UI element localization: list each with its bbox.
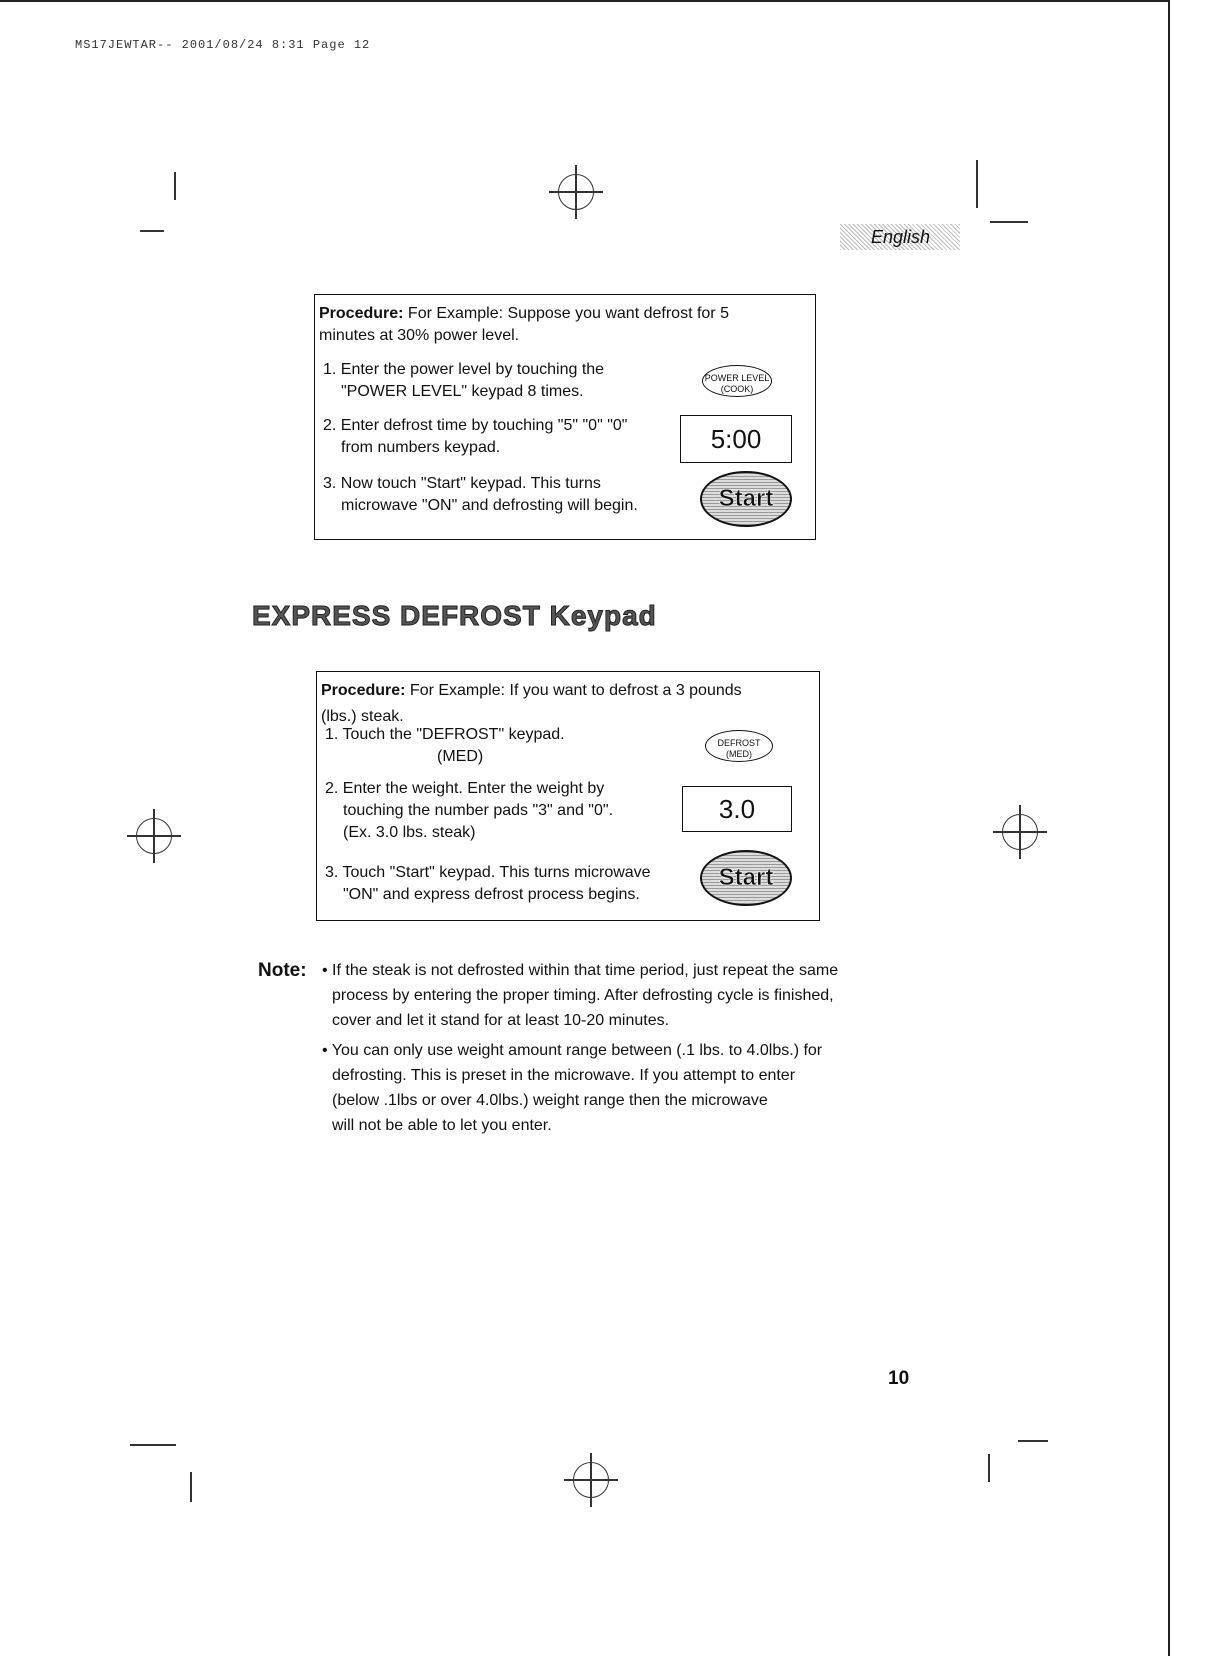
step-2: [325, 778, 613, 844]
key-sublabel: (COOK): [720, 384, 754, 394]
step-text: (MED): [437, 748, 484, 765]
right-border: [1168, 0, 1170, 1656]
registration-mark-icon: [573, 1462, 609, 1498]
crop-mark: [130, 1444, 176, 1446]
crop-mark: [190, 1472, 192, 1502]
step-text: 2. Enter the weight. Enter the weight by: [325, 780, 605, 797]
step-text: "POWER LEVEL" keypad 8 times.: [341, 383, 584, 400]
intro-text-line2: minutes at 30% power level.: [319, 327, 520, 344]
crop-mark: [976, 160, 978, 208]
start-button[interactable]: Start: [700, 850, 792, 906]
note-text: (below .1lbs or over 4.0lbs.) weight range then the microwave: [332, 1092, 768, 1109]
step-text: 1. Touch the "DEFROST" keypad.: [325, 726, 565, 743]
step-2: [323, 415, 627, 459]
power-level-key[interactable]: [702, 365, 772, 397]
weight-display: 3.0: [682, 786, 792, 832]
step-text: 2. Enter defrost time by touching "5" "0" "0": [323, 417, 628, 434]
intro-text-line2: (lbs.) steak.: [321, 708, 404, 725]
defrost-key[interactable]: [705, 730, 773, 762]
fax-header: MS17JEWTAR-- 2001/08/24 8:31 Page 12: [75, 38, 371, 52]
procedure-box-defrost: [314, 294, 816, 540]
step-3: [323, 473, 638, 517]
crop-mark: [1018, 1440, 1048, 1442]
note-bullet-2: [322, 1038, 822, 1138]
key-label: DEFROST: [717, 738, 761, 748]
procedure-intro: [321, 680, 742, 702]
note-label: Note:: [258, 960, 307, 981]
registration-mark-icon: [136, 818, 172, 854]
procedure-intro: [319, 303, 729, 325]
procedure-label: Procedure:: [321, 682, 406, 699]
crop-mark: [990, 221, 1028, 223]
step-text: (Ex. 3.0 lbs. steak): [343, 824, 476, 841]
procedure-box-express-defrost: [316, 671, 820, 921]
section-heading: EXPRESS DEFROST Keypad: [252, 600, 657, 631]
top-border: [0, 0, 1170, 2]
note-text: will not be able to let you enter.: [332, 1117, 552, 1134]
step-text: 3. Now touch "Start" keypad. This turns: [323, 475, 601, 492]
intro-text: For Example: Suppose you want defrost for 5: [403, 305, 729, 322]
note-text: defrosting. This is preset in the microwave. If you attempt to enter: [332, 1067, 796, 1084]
procedure-label: Procedure:: [319, 305, 404, 322]
note-bullet-1: [322, 958, 838, 1033]
start-button[interactable]: Start: [700, 471, 792, 527]
note-text: • If the steak is not defrosted within that time period, just repeat the same: [322, 962, 839, 979]
step-3: [325, 862, 651, 906]
note-text: process by entering the proper timing. After defrosting cycle is finished,: [332, 987, 834, 1004]
time-display: 5:00: [680, 415, 792, 463]
step-text: from numbers keypad.: [341, 439, 501, 456]
registration-mark-icon: [558, 174, 594, 210]
crop-mark: [140, 230, 164, 232]
note-text: cover and let it stand for at least 10-20 minutes.: [332, 1012, 670, 1029]
step-text: 1. Enter the power level by touching the: [323, 361, 605, 378]
key-sublabel: (MED): [726, 749, 752, 759]
crop-mark: [988, 1454, 990, 1482]
step-text: 3. Touch "Start" keypad. This turns microwave: [325, 864, 651, 881]
crop-mark: [174, 172, 176, 200]
language-tab: English: [840, 224, 960, 250]
key-label: POWER LEVEL: [704, 373, 770, 383]
step-text: microwave "ON" and defrosting will begin.: [341, 497, 638, 514]
intro-text: For Example: If you want to defrost a 3 pounds: [405, 682, 742, 699]
step-text: touching the number pads "3" and "0".: [343, 802, 614, 819]
step-1: [325, 724, 565, 768]
page-number: 10: [888, 1368, 910, 1389]
note-text: • You can only use weight amount range between (.1 lbs. to 4.0lbs.) for: [322, 1042, 823, 1059]
step-text: "ON" and express defrost process begins.: [343, 886, 640, 903]
registration-mark-icon: [1002, 814, 1038, 850]
step-1: [323, 359, 604, 403]
